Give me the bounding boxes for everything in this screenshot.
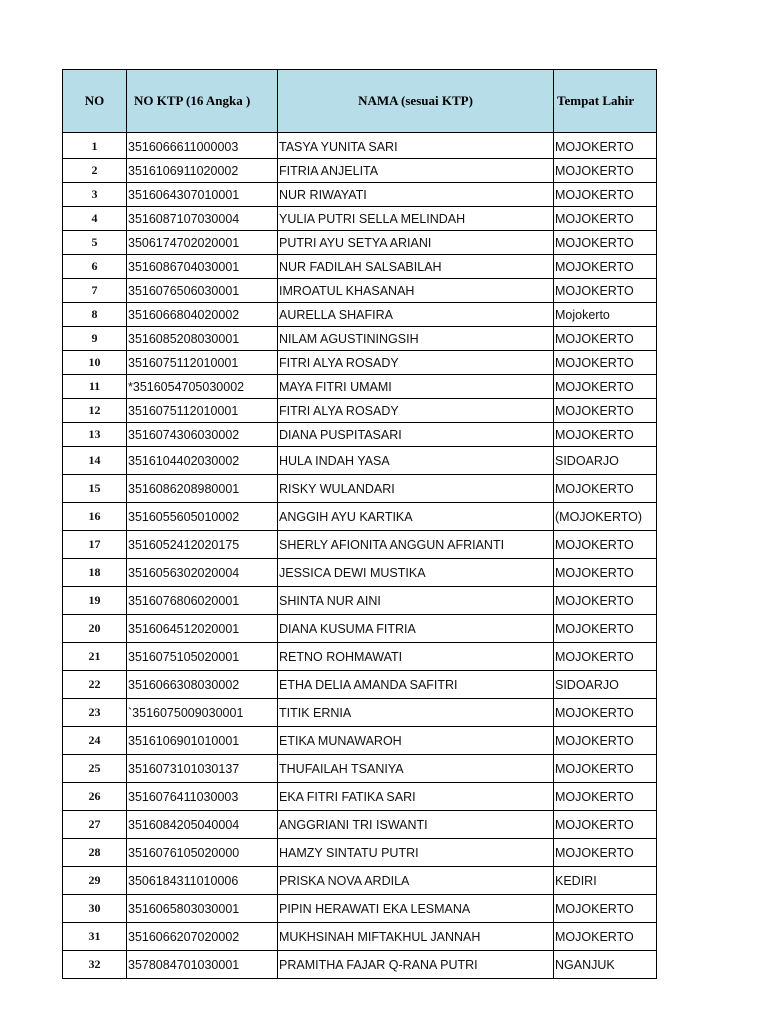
row-number-cell: 1 bbox=[63, 133, 127, 159]
row-number-cell: 31 bbox=[63, 923, 127, 951]
table-row bbox=[63, 399, 657, 423]
header-birthplace: Tempat Lahir bbox=[554, 70, 657, 133]
birthplace-cell: NGANJUK bbox=[554, 951, 657, 979]
name-cell: EKA FITRI FATIKA SARI bbox=[278, 783, 554, 811]
birthplace-cell: MOJOKERTO bbox=[554, 559, 657, 587]
table-row bbox=[63, 231, 657, 255]
ktp-number-cell: 3516087107030004 bbox=[127, 207, 278, 231]
birthplace-cell: MOJOKERTO bbox=[554, 183, 657, 207]
name-cell: ETHA DELIA AMANDA SAFITRI bbox=[278, 671, 554, 699]
row-number-cell: 15 bbox=[63, 475, 127, 503]
ktp-number-cell: 3516066207020002 bbox=[127, 923, 278, 951]
birthplace-cell: MOJOKERTO bbox=[554, 279, 657, 303]
birthplace-cell: SIDOARJO bbox=[554, 447, 657, 475]
ktp-number-cell: 3516075112010001 bbox=[127, 399, 278, 423]
row-number-cell: 17 bbox=[63, 531, 127, 559]
ktp-number-cell: 3516066611000003 bbox=[127, 133, 278, 159]
birthplace-cell: MOJOKERTO bbox=[554, 423, 657, 447]
name-cell: MUKHSINAH MIFTAKHUL JANNAH bbox=[278, 923, 554, 951]
name-cell: HAMZY SINTATU PUTRI bbox=[278, 839, 554, 867]
name-cell: NILAM AGUSTININGSIH bbox=[278, 327, 554, 351]
birthplace-cell: MOJOKERTO bbox=[554, 475, 657, 503]
table-row bbox=[63, 279, 657, 303]
row-number-cell: 21 bbox=[63, 643, 127, 671]
row-number-cell: 25 bbox=[63, 755, 127, 783]
name-cell: FITRI ALYA ROSADY bbox=[278, 399, 554, 423]
name-cell: JESSICA DEWI MUSTIKA bbox=[278, 559, 554, 587]
name-cell: MAYA FITRI UMAMI bbox=[278, 375, 554, 399]
name-cell: NUR RIWAYATI bbox=[278, 183, 554, 207]
ktp-number-cell: 3516052412020175 bbox=[127, 531, 278, 559]
ktp-number-cell: 3578084701030001 bbox=[127, 951, 278, 979]
ktp-number-cell: 3516086704030001 bbox=[127, 255, 278, 279]
name-cell: TITIK ERNIA bbox=[278, 699, 554, 727]
table-row bbox=[63, 699, 657, 727]
row-number-cell: 11 bbox=[63, 375, 127, 399]
row-number-cell: 27 bbox=[63, 811, 127, 839]
birthplace-cell: MOJOKERTO bbox=[554, 207, 657, 231]
name-cell: ETIKA MUNAWAROH bbox=[278, 727, 554, 755]
birthplace-cell: MOJOKERTO bbox=[554, 231, 657, 255]
birthplace-cell: Mojokerto bbox=[554, 303, 657, 327]
row-number-cell: 12 bbox=[63, 399, 127, 423]
birthplace-cell: MOJOKERTO bbox=[554, 895, 657, 923]
row-number-cell: 24 bbox=[63, 727, 127, 755]
ktp-number-cell: 3516085208030001 bbox=[127, 327, 278, 351]
ktp-number-cell: 3516064307010001 bbox=[127, 183, 278, 207]
name-cell: THUFAILAH TSANIYA bbox=[278, 755, 554, 783]
ktp-number-cell: 3516086208980001 bbox=[127, 475, 278, 503]
table-row bbox=[63, 587, 657, 615]
ktp-number-cell: 3516056302020004 bbox=[127, 559, 278, 587]
row-number-cell: 14 bbox=[63, 447, 127, 475]
name-cell: PRAMITHA FAJAR Q-RANA PUTRI bbox=[278, 951, 554, 979]
row-number-cell: 29 bbox=[63, 867, 127, 895]
birthplace-cell: (MOJOKERTO) bbox=[554, 503, 657, 531]
table-body bbox=[63, 133, 657, 979]
ktp-number-cell: 3516106911020002 bbox=[127, 159, 278, 183]
birthplace-cell: MOJOKERTO bbox=[554, 399, 657, 423]
table-row bbox=[63, 867, 657, 895]
name-cell: YULIA PUTRI SELLA MELINDAH bbox=[278, 207, 554, 231]
ktp-number-cell: 3516076411030003 bbox=[127, 783, 278, 811]
birthplace-cell: MOJOKERTO bbox=[554, 531, 657, 559]
row-number-cell: 3 bbox=[63, 183, 127, 207]
ktp-number-cell: 3516076506030001 bbox=[127, 279, 278, 303]
name-cell: FITRI ALYA ROSADY bbox=[278, 351, 554, 375]
table-row bbox=[63, 159, 657, 183]
row-number-cell: 13 bbox=[63, 423, 127, 447]
name-cell: IMROATUL KHASANAH bbox=[278, 279, 554, 303]
birthplace-cell: MOJOKERTO bbox=[554, 727, 657, 755]
table-row bbox=[63, 783, 657, 811]
row-number-cell: 6 bbox=[63, 255, 127, 279]
ktp-number-cell: 3516084205040004 bbox=[127, 811, 278, 839]
ktp-number-cell: 3516074306030002 bbox=[127, 423, 278, 447]
table-row bbox=[63, 615, 657, 643]
row-number-cell: 8 bbox=[63, 303, 127, 327]
name-cell: SHINTA NUR AINI bbox=[278, 587, 554, 615]
ktp-number-cell: 3516104402030002 bbox=[127, 447, 278, 475]
birthplace-cell: MOJOKERTO bbox=[554, 327, 657, 351]
table-row bbox=[63, 133, 657, 159]
row-number-cell: 18 bbox=[63, 559, 127, 587]
row-number-cell: 10 bbox=[63, 351, 127, 375]
name-cell: ANGGRIANI TRI ISWANTI bbox=[278, 811, 554, 839]
name-cell: AURELLA SHAFIRA bbox=[278, 303, 554, 327]
name-cell: PIPIN HERAWATI EKA LESMANA bbox=[278, 895, 554, 923]
name-cell: RETNO ROHMAWATI bbox=[278, 643, 554, 671]
row-number-cell: 32 bbox=[63, 951, 127, 979]
table-row bbox=[63, 475, 657, 503]
birthplace-cell: MOJOKERTO bbox=[554, 783, 657, 811]
header-row bbox=[63, 70, 657, 133]
birthplace-cell: MOJOKERTO bbox=[554, 375, 657, 399]
birthplace-cell: MOJOKERTO bbox=[554, 811, 657, 839]
name-cell: FITRIA ANJELITA bbox=[278, 159, 554, 183]
birthplace-cell: MOJOKERTO bbox=[554, 643, 657, 671]
ktp-number-cell: 3516106901010001 bbox=[127, 727, 278, 755]
row-number-cell: 23 bbox=[63, 699, 127, 727]
table-row bbox=[63, 207, 657, 231]
table-row bbox=[63, 375, 657, 399]
table-row bbox=[63, 643, 657, 671]
birthplace-cell: MOJOKERTO bbox=[554, 133, 657, 159]
row-number-cell: 2 bbox=[63, 159, 127, 183]
birthplace-cell: MOJOKERTO bbox=[554, 159, 657, 183]
birthplace-cell: MOJOKERTO bbox=[554, 615, 657, 643]
birthplace-cell: MOJOKERTO bbox=[554, 699, 657, 727]
ktp-number-cell: 3516064512020001 bbox=[127, 615, 278, 643]
row-number-cell: 4 bbox=[63, 207, 127, 231]
header-name: NAMA (sesuai KTP) bbox=[278, 70, 554, 133]
table-row bbox=[63, 183, 657, 207]
row-number-cell: 9 bbox=[63, 327, 127, 351]
row-number-cell: 5 bbox=[63, 231, 127, 255]
ktp-number-cell: 3516073101030137 bbox=[127, 755, 278, 783]
student-data-table bbox=[62, 69, 657, 979]
header-no: NO bbox=[63, 70, 127, 133]
name-cell: TASYA YUNITA SARI bbox=[278, 133, 554, 159]
table-row bbox=[63, 559, 657, 587]
table-row bbox=[63, 727, 657, 755]
name-cell: DIANA PUSPITASARI bbox=[278, 423, 554, 447]
name-cell: ANGGIH AYU KARTIKA bbox=[278, 503, 554, 531]
table-row bbox=[63, 811, 657, 839]
row-number-cell: 26 bbox=[63, 783, 127, 811]
table-row bbox=[63, 923, 657, 951]
birthplace-cell: MOJOKERTO bbox=[554, 839, 657, 867]
row-number-cell: 28 bbox=[63, 839, 127, 867]
ktp-number-cell: 3516076806020001 bbox=[127, 587, 278, 615]
ktp-number-cell: 3516055605010002 bbox=[127, 503, 278, 531]
ktp-number-cell: 3516075112010001 bbox=[127, 351, 278, 375]
name-cell: HULA INDAH YASA bbox=[278, 447, 554, 475]
table-row bbox=[63, 531, 657, 559]
ktp-number-cell: 3516066308030002 bbox=[127, 671, 278, 699]
name-cell: DIANA KUSUMA FITRIA bbox=[278, 615, 554, 643]
name-cell: RISKY WULANDARI bbox=[278, 475, 554, 503]
table-row bbox=[63, 671, 657, 699]
ktp-number-cell: 3516066804020002 bbox=[127, 303, 278, 327]
birthplace-cell: MOJOKERTO bbox=[554, 923, 657, 951]
birthplace-cell: MOJOKERTO bbox=[554, 255, 657, 279]
table-row bbox=[63, 447, 657, 475]
name-cell: SHERLY AFIONITA ANGGUN AFRIANTI bbox=[278, 531, 554, 559]
row-number-cell: 19 bbox=[63, 587, 127, 615]
table-row bbox=[63, 951, 657, 979]
ktp-number-cell: 3516075105020001 bbox=[127, 643, 278, 671]
table-row bbox=[63, 755, 657, 783]
ktp-number-cell: 3506184311010006 bbox=[127, 867, 278, 895]
birthplace-cell: MOJOKERTO bbox=[554, 351, 657, 375]
table-row bbox=[63, 351, 657, 375]
name-cell: PRISKA NOVA ARDILA bbox=[278, 867, 554, 895]
birthplace-cell: MOJOKERTO bbox=[554, 755, 657, 783]
row-number-cell: 30 bbox=[63, 895, 127, 923]
ktp-number-cell: *3516054705030002 bbox=[127, 375, 278, 399]
name-cell: PUTRI AYU SETYA ARIANI bbox=[278, 231, 554, 255]
table-row bbox=[63, 895, 657, 923]
row-number-cell: 20 bbox=[63, 615, 127, 643]
birthplace-cell: SIDOARJO bbox=[554, 671, 657, 699]
header-ktp-number: NO KTP (16 Angka ) bbox=[127, 70, 278, 133]
table-row bbox=[63, 503, 657, 531]
table-row bbox=[63, 327, 657, 351]
ktp-number-cell: 3516076105020000 bbox=[127, 839, 278, 867]
table-row bbox=[63, 255, 657, 279]
birthplace-cell: MOJOKERTO bbox=[554, 587, 657, 615]
name-cell: NUR FADILAH SALSABILAH bbox=[278, 255, 554, 279]
ktp-number-cell: `3516075009030001 bbox=[127, 699, 278, 727]
birthplace-cell: KEDIRI bbox=[554, 867, 657, 895]
ktp-number-cell: 3506174702020001 bbox=[127, 231, 278, 255]
row-number-cell: 7 bbox=[63, 279, 127, 303]
ktp-number-cell: 3516065803030001 bbox=[127, 895, 278, 923]
table-row bbox=[63, 423, 657, 447]
table-row bbox=[63, 303, 657, 327]
row-number-cell: 16 bbox=[63, 503, 127, 531]
table-row bbox=[63, 839, 657, 867]
row-number-cell: 22 bbox=[63, 671, 127, 699]
